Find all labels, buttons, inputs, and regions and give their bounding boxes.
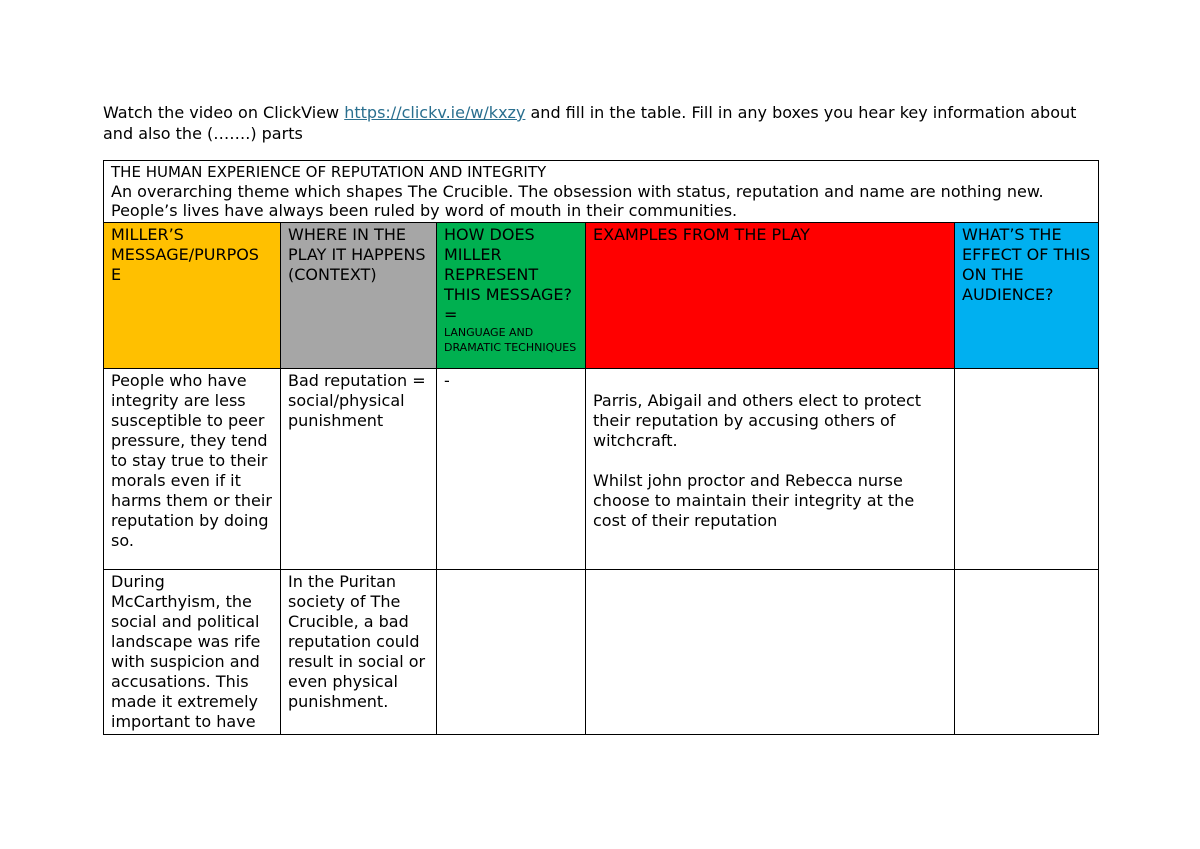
row1-effect[interactable] xyxy=(955,369,1099,570)
theme-cell xyxy=(104,161,1099,223)
header-examples: EXAMPLES FROM THE PLAY xyxy=(586,223,955,369)
theme-title: THE HUMAN EXPERIENCE OF REPUTATION AND INTEGRITY xyxy=(111,163,547,181)
table-row xyxy=(104,570,1099,735)
row2-represent[interactable] xyxy=(437,570,586,735)
blank-line xyxy=(593,451,947,471)
row2-context[interactable]: In the Puritan society of The Crucible, a bad reputation could result in social or even physical punishment. xyxy=(281,570,437,735)
row1-example-1: Parris, Abigail and others elect to protect their reputation by accusing others of witchcraft. xyxy=(593,391,922,450)
row2-examples[interactable] xyxy=(586,570,955,735)
row2-effect[interactable] xyxy=(955,570,1099,735)
header-represent-note: LANGUAGE AND DRAMATIC TECHNIQUES xyxy=(444,326,577,354)
instructions xyxy=(103,102,1103,144)
header-row xyxy=(104,223,1099,369)
header-effect: WHAT’S THE EFFECT OF THIS ON THE AUDIENCE? xyxy=(955,223,1099,369)
row1-context[interactable]: Bad reputation = social/physical punishment xyxy=(281,369,437,570)
header-context: WHERE IN THE PLAY IT HAPPENS (CONTEXT) xyxy=(281,223,437,369)
row1-represent[interactable]: - xyxy=(437,369,586,570)
header-message: MILLER’S MESSAGE/PURPOS E xyxy=(104,223,281,369)
row2-message[interactable]: During McCarthyism, the social and political landscape was rife with suspicion and accusations. This made it extremely important to have xyxy=(104,570,281,735)
blank-line xyxy=(593,371,947,391)
clickview-link[interactable]: https://clickv.ie/w/kxzy xyxy=(344,103,526,122)
row1-message[interactable]: People who have integrity are less susceptible to peer pressure, they tend to stay true to their morals even if it harms them or their reputation by doing so. xyxy=(104,369,281,570)
table-row xyxy=(104,369,1099,570)
header-represent-label: HOW DOES MILLER REPRESENT THIS MESSAGE? = xyxy=(444,225,572,324)
reputation-table xyxy=(103,160,1099,735)
row1-example-2: Whilst john proctor and Rebecca nurse choose to maintain their integrity at the cost of their reputation xyxy=(593,471,915,530)
instructions-text-before: Watch the video on ClickView xyxy=(103,103,345,122)
theme-row xyxy=(104,161,1099,223)
header-represent xyxy=(437,223,586,369)
instructions-text-after: and fill in the table. Fill in any boxes you hear key information about and also the (…….) parts xyxy=(103,103,1077,143)
row1-examples[interactable] xyxy=(586,369,955,570)
theme-description: An overarching theme which shapes The Crucible. The obsession with status, reputation and name are nothing new. People’s lives have always been ruled by word of mouth in their communities. xyxy=(111,182,1044,220)
